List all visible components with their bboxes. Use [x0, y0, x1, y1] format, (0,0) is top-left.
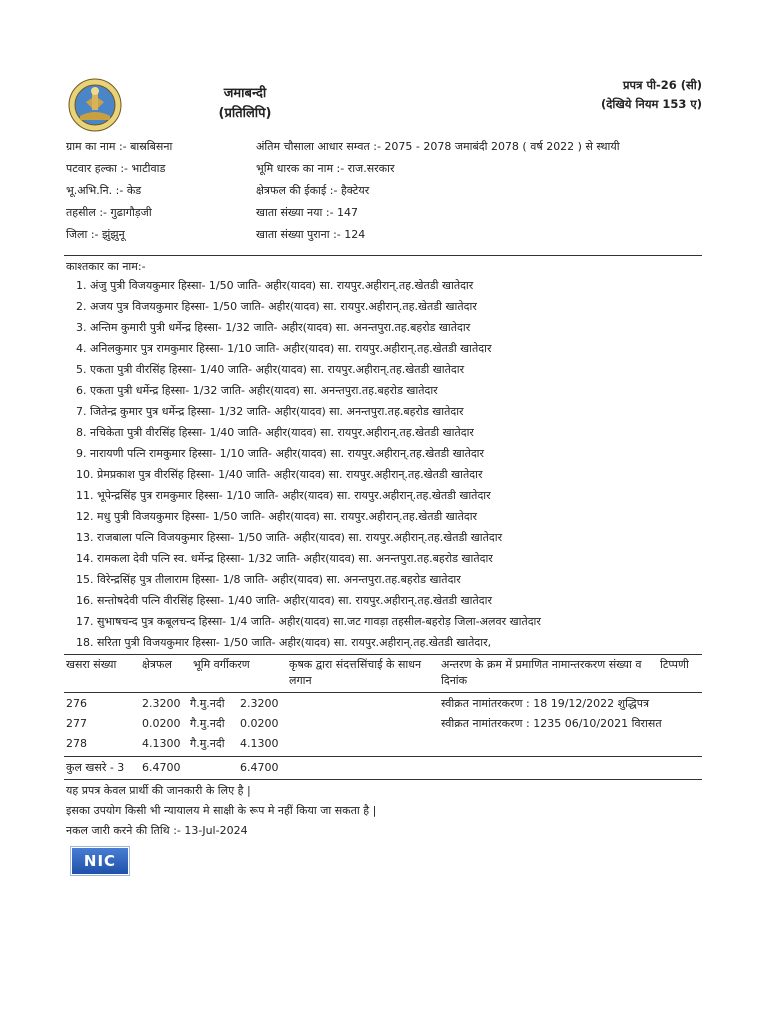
total-area: 6.4700	[142, 761, 181, 774]
col-header-khasra: खसरा संख्या	[66, 658, 117, 671]
info-khata-new: खाता संख्या नया :- 147	[256, 206, 359, 219]
row-1-area: 2.3200	[142, 697, 181, 710]
owner-item: 4. अनिलकुमार पुत्र रामकुमार हिस्सा- 1/10 जाति- अहीर(यादव) सा. रायपुर.अहीरान्.तह.खेतडी खातेदार	[76, 342, 492, 355]
table-divider-bottom	[64, 779, 702, 780]
owner-item: 17. सुभाषचन्द पुत्र कबूलचन्द हिस्सा- 1/4 जाति- अहीर(यादव) सा.जट गावड़ा तहसील-बहरोड़ जिला-अलवर खातेदार	[76, 615, 541, 628]
info-settlement: अंतिम चौसाला आधार सम्वत :- 2075 - 2078 जमाबंदी 2078 ( वर्ष 2022 ) से स्थायी	[256, 140, 620, 153]
owner-item: 12. मधु पुत्री विजयकुमार हिस्सा- 1/50 जाति- अहीर(यादव) सा. रायपुर.अहीरान्.तह.खेतडी खातेदार	[76, 510, 478, 523]
info-khata-old: खाता संख्या पुराना :- 124	[256, 228, 366, 241]
owner-item: 18. सरिता पुत्री विजयकुमार हिस्सा- 1/50 जाति- अहीर(यादव) सा. रायपुर.अहीरान्.तह.खेतडी खातेदार,	[76, 636, 492, 649]
owner-item: 16. सन्तोषदेवी पत्नि वीरसिंह हिस्सा- 1/40 जाति- अहीर(यादव) सा. रायपुर.अहीरान्.तह.खेतडी खातेदार	[76, 594, 492, 607]
owner-item: 2. अजय पुत्र विजयकुमार हिस्सा- 1/50 जाति- अहीर(यादव) सा. रायपुर.अहीरान्.तह.खेतडी खातेदार	[76, 300, 477, 313]
owner-item: 7. जितेन्द्र कुमार पुत्र धर्मेन्द्र हिस्सा- 1/32 जाति- अहीर(यादव) सा. अनन्तपुरा.तह.बहरोड खातेदार	[76, 405, 464, 418]
row-2-class-area: 0.0200	[240, 717, 279, 730]
title-line-2: (प्रतिलिपि)	[218, 106, 272, 121]
nic-logo: NIC	[70, 846, 130, 876]
owner-item: 13. राजबाला पत्नि विजयकुमार हिस्सा- 1/50 जाति- अहीर(यादव) सा. रायपुर.अहीरान्.तह.खेतडी खातेदार	[76, 531, 503, 544]
table-divider-top	[64, 654, 702, 655]
row-1-mutation: स्वीक्रत नामांतरकरण : 18 19/12/2022 शुद्धिपत्र	[441, 697, 650, 710]
footer-note-1: यह प्रपत्र केवल प्रार्थी की जानकारी के लिए है |	[66, 784, 251, 797]
info-village: ग्राम का नाम :- बास्रबिसना	[66, 140, 173, 153]
table-divider-total	[64, 756, 702, 757]
owner-item: 8. नचिकेता पुत्री वीरसिंह हिस्सा- 1/40 जाति- अहीर(यादव) सा. रायपुर.अहीरान्.तह.खेतडी खातेदार	[76, 426, 474, 439]
issue-date: नकल जारी करने की तिथि :- 13-Jul-2024	[66, 824, 248, 837]
owner-item: 15. विरेन्द्रसिंह पुत्र तीलाराम हिस्सा- 1/8 जाति- अहीर(यादव) सा. अनन्तपुरा.तह.बहरोड खातेदार	[76, 573, 461, 586]
owner-item: 3. अन्तिम कुमारी पुत्री धर्मेन्द्र हिस्सा- 1/32 जाति- अहीर(यादव) सा. अनन्तपुरा.तह.बहरोड खातेदार	[76, 321, 471, 334]
info-district: जिला :- झुंझुनू	[66, 228, 125, 241]
info-bhu-abhi: भू.अभि.नि. :- केड	[66, 184, 142, 197]
info-area-unit: क्षेत्रफल की ईकाई :- हैक्टेयर	[256, 184, 370, 197]
footer-note-2: इसका उपयोग किसी भी न्यायालय मे साक्षी के रूप मे नहीं किया जा सकता है |	[66, 804, 377, 817]
row-2-area: 0.0200	[142, 717, 181, 730]
emblem-seal-icon	[68, 78, 122, 132]
table-divider-header	[64, 692, 702, 693]
form-ref-line-1: प्रपत्र पी-26 (सी)	[623, 78, 702, 92]
info-tehsil: तहसील :- गुढागौड़जी	[66, 206, 152, 219]
info-patwar: पटवार हल्का :- भाटीवाड	[66, 162, 166, 175]
row-3-class-area: 4.1300	[240, 737, 279, 750]
form-reference	[601, 76, 702, 114]
row-3-class-name: गै.मु.नदी	[190, 737, 225, 750]
row-2-mutation: स्वीक्रत नामांतरकरण : 1235 06/10/2021 विरासत	[441, 717, 662, 730]
total-label: कुल खसरे - 3	[66, 761, 125, 774]
col-header-area: क्षेत्रफल	[142, 658, 172, 671]
owner-item: 10. प्रेमप्रकाश पुत्र वीरसिंह हिस्सा- 1/40 जाति- अहीर(यादव) सा. रायपुर.अहीरान्.तह.खेतडी खातेदार	[76, 468, 483, 481]
row-3-khasra: 278	[66, 737, 87, 750]
owners-list	[76, 275, 706, 653]
owner-item: 14. रामकला देवी पत्नि स्व. धर्मेन्द्र हिस्सा- 1/32 जाति- अहीर(यादव) सा. अनन्तपुरा.तह.बहरोड खातेदार	[76, 552, 493, 565]
owner-item: 1. अंजु पुत्री विजयकुमार हिस्सा- 1/50 जाति- अहीर(यादव) सा. रायपुर.अहीरान्.तह.खेतडी खातेदार	[76, 279, 474, 292]
owner-item: 5. एकता पुत्री वीरसिंह हिस्सा- 1/40 जाति- अहीर(यादव) सा. रायपुर.अहीरान्.तह.खेतडी खातेदार	[76, 363, 465, 376]
divider-top	[64, 255, 702, 256]
col-header-irrigation: सिंचाई के साधन	[357, 658, 422, 671]
info-holder: भूमि धारक का नाम :- राज.सरकार	[256, 162, 395, 175]
owner-item: 6. एकता पुत्री धर्मेन्द्र हिस्सा- 1/32 जाति- अहीर(यादव) सा. अनन्तपुरा.तह.बहरोड खातेदार	[76, 384, 438, 397]
total-class-area: 6.4700	[240, 761, 279, 774]
col-header-rent: कृषक द्वारा संदत्त लगान	[289, 658, 357, 687]
row-2-khasra: 277	[66, 717, 87, 730]
owner-item: 11. भूपेन्द्रसिंह पुत्र रामकुमार हिस्सा- 1/10 जाति- अहीर(यादव) सा. रायपुर.अहीरान्.तह.खेतडी खातेदार	[76, 489, 491, 502]
col-header-remarks: टिप्पणी	[660, 658, 689, 671]
col-header-classification: भूमि वर्गीकरण	[193, 658, 250, 671]
row-2-class-name: गै.मु.नदी	[190, 717, 225, 730]
form-ref-line-2: (देखिये नियम 153 ए)	[601, 97, 702, 111]
row-1-class-area: 2.3200	[240, 697, 279, 710]
col-header-mutation: अन्तरण के क्रम में प्रमाणित नामान्तरकरण संख्या व दिनांक	[441, 658, 642, 687]
row-1-khasra: 276	[66, 697, 87, 710]
document-title	[190, 84, 300, 124]
row-1-class-name: गै.मु.नदी	[190, 697, 225, 710]
row-3-area: 4.1300	[142, 737, 181, 750]
owner-item: 9. नारायणी पत्नि रामकुमार हिस्सा- 1/10 जाति- अहीर(यादव) सा. रायपुर.अहीरान्.तह.खेतडी खातेदार	[76, 447, 485, 460]
title-line-1: जमाबन्दी	[223, 86, 267, 101]
owners-label: काश्तकार का नाम:-	[66, 260, 146, 273]
